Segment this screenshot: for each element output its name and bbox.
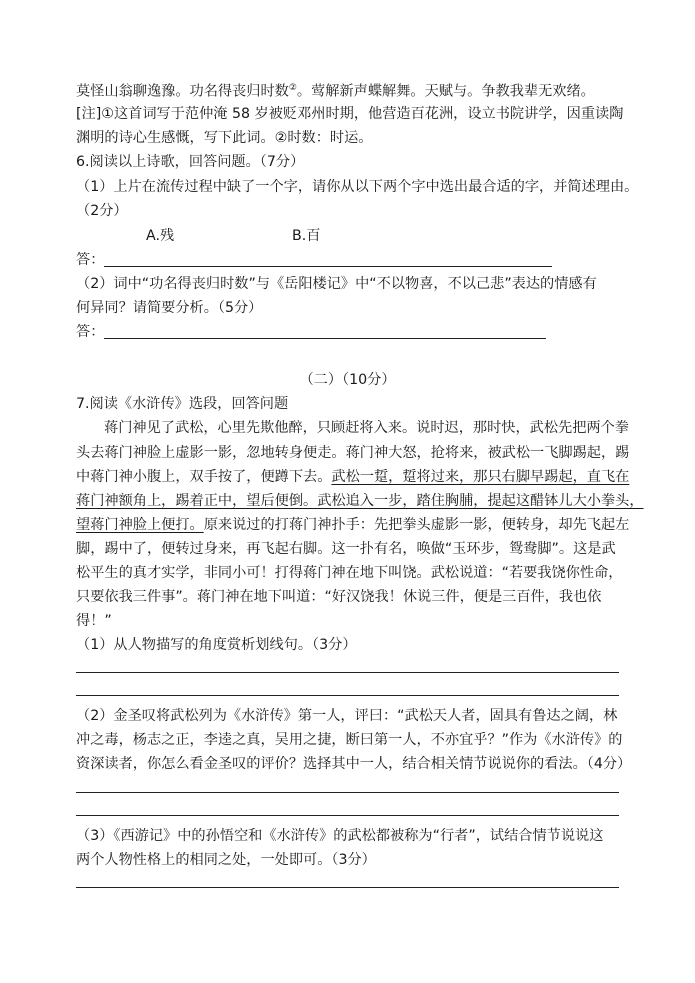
passage-line-8: 只要依我三件事”。蒋门神在地下叫道：“好汉饶我！休说三件，便是三百件，我也依 — [76, 589, 602, 605]
passage-line-4 — [76, 491, 644, 511]
answer-line[interactable] — [76, 695, 619, 696]
passage-line-2: 头去蒋门神脸上虚影一影，忽地转身便走。蒋门神大怒，抢将来，被武松一飞脚踢起，踢 — [76, 445, 630, 461]
note-line-1: [注]①这首词写于范仲淹 58 岁被贬邓州时期，他营造百花洲，设立书院讲学，因重读陶 — [76, 106, 624, 122]
passage-line-7: 松平生的真才实学，非同小可！打得蒋门神在地下叫饶。武松说道：“若要我饶你性命， — [76, 565, 623, 581]
answer-line[interactable] — [76, 815, 619, 816]
q6-sub1-line1: （1）上片在流传过程中缺了一个字，请你从以下两个字中选出最合适的字，并简述理由。 — [76, 179, 639, 195]
option-a: A.残 — [146, 228, 175, 244]
poem-line: 莫怪山翁聊逸豫。功名得丧归时数②。莺解新声蝶解舞。天赋与。争教我辈无欢绪。 — [76, 83, 595, 100]
q6-sub2-line2: 何异同？请简要分析。（5分） — [76, 300, 263, 316]
underlined-sentence: 蒋门神额角上，踢着正中，望后便倒。武松追入一步，踏住胸脯，提起这醋钵儿大小拳头， — [76, 493, 644, 509]
q7-sub2-line1: （2）金圣叹将武松列为《水浒传》第一人，评曰：“武松天人者，固具有鲁达之阔，林 — [76, 708, 618, 724]
answer-line-2[interactable] — [104, 338, 546, 339]
passage-line-9: 得！” — [76, 613, 112, 629]
q6-sub1-line2: （2分） — [76, 203, 128, 219]
note-ref: ② — [288, 83, 297, 93]
answer-line[interactable] — [76, 672, 619, 673]
q7-sub2-line3: 资深读者，你怎么看金圣叹的评价？选择其中一人，结合相关情节说说你的看法。（4分） — [76, 756, 632, 772]
passage-line-3: 中蒋门神小腹上，双手按了，便蹲下去。武松一踅，踅将过来，那只右脚早踢起，直飞在 — [76, 469, 630, 485]
q7-sub2-line2: 冲之毒，杨志之正，李逵之真，吴用之捷，断曰第一人，不亦宜乎？”作为《水浒传》的 — [76, 732, 623, 748]
option-b: B.百 — [292, 228, 321, 244]
underlined-sentence: 武松一踅，踅将过来，那只右脚早踢起，直飞在 — [331, 469, 630, 485]
q7-sub3-line2: 两个人物性格上的相同之处，一处即可。（3分） — [76, 852, 376, 868]
passage-line-5: 望蒋门神脸上便打。原来说过的打蒋门神扑手：先把拳头虚影一影，便转身，却先飞起左 — [76, 517, 630, 533]
answer-line[interactable] — [76, 792, 619, 793]
q7-sub1: （1）从人物描写的角度赏析划线句。（3分） — [76, 637, 357, 653]
note-line-2: 渊明的诗心生感慨，写下此词。②时数：时运。 — [76, 130, 373, 146]
answer-label-2: 答： — [76, 324, 105, 340]
q7-sub3-line1: （3）《西游记》中的孙悟空和《水浒传》的武松都被称为“行者”，试结合情节说说这 — [76, 828, 604, 844]
underlined-sentence: 望蒋门神脸上便打。 — [76, 517, 204, 533]
passage-line-1: 蒋门神见了武松，心里先欺他醉，只顾赶将入来。说时迟，那时快，武松先把两个拳 — [104, 420, 629, 436]
answer-line[interactable] — [76, 887, 619, 888]
section-heading: （二）（10分） — [299, 372, 396, 388]
q6-title: 6.阅读以上诗歌，回答问题。（7分） — [76, 154, 305, 170]
q7-title: 7.阅读《水浒传》选段，回答问题 — [76, 396, 289, 412]
q6-sub2-line1: （2）词中“功名得丧归时数”与《岳阳楼记》中“不以物喜，不以己悲”表达的情感有 — [76, 276, 597, 292]
answer-label: 答： — [76, 252, 105, 268]
answer-line[interactable] — [104, 266, 552, 267]
passage-line-6: 脚，踢中了，便转过身来，再飞起右脚。这一扑有名，唤做“玉环步，鸳鸯脚”。这是武 — [76, 541, 616, 557]
